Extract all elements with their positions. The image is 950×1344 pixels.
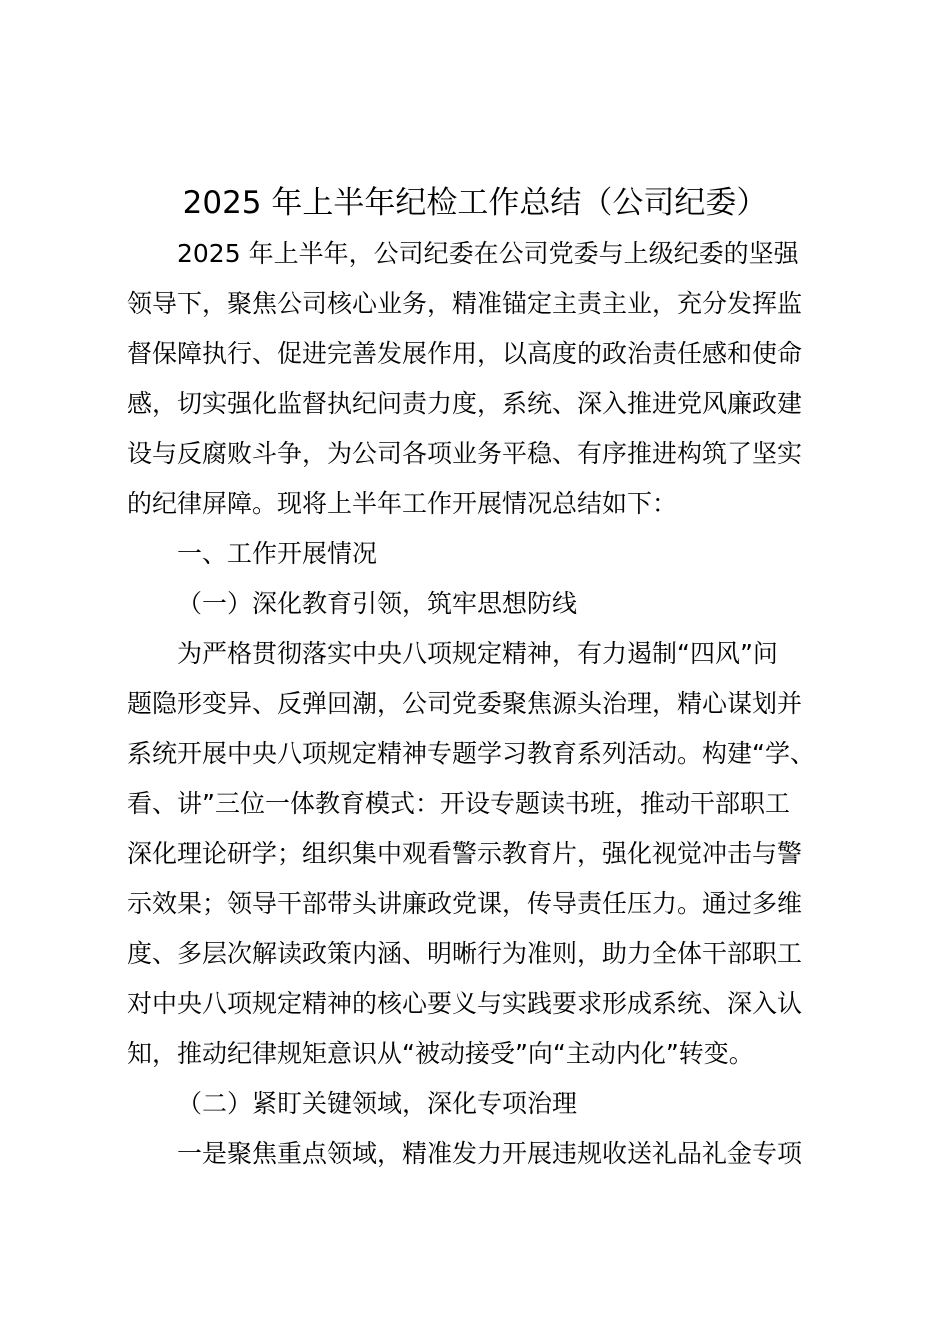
- paragraph-line: 设与反腐败斗争，为公司各项业务平稳、有序推进构筑了坚实: [127, 439, 803, 468]
- paragraph-line: 一是聚焦重点领域，精准发力开展违规收送礼品礼金专项: [177, 1139, 803, 1168]
- paragraph-line: 感，切实强化监督执纪问责力度，系统、深入推进党风廉政建: [127, 389, 803, 418]
- section-heading: 一、工作开展情况: [177, 539, 378, 568]
- paragraph-line: 看、讲”三位一体教育模式：开设专题读书班，推动干部职工: [127, 789, 790, 818]
- paragraph-line: 对中央八项规定精神的核心要义与实践要求形成系统、深入认: [127, 989, 803, 1018]
- paragraph-line: 为严格贯彻落实中央八项规定精神，有力遏制“四风”问: [177, 639, 778, 668]
- subsection-heading: （二）紧盯关键领域，深化专项治理: [177, 1089, 578, 1118]
- paragraph-line: 系统开展中央八项规定精神专题学习教育系列活动。构建“学、: [127, 739, 815, 768]
- paragraph-line: 知，推动纪律规矩意识从“被动接受”向“主动内化”转变。: [127, 1039, 754, 1068]
- paragraph-line: 题隐形变异、反弹回潮，公司党委聚焦源头治理，精心谋划并: [127, 689, 803, 718]
- subsection-heading: （一）深化教育引领，筑牢思想防线: [177, 589, 578, 618]
- paragraph-line: 督保障执行、促进完善发展作用，以高度的政治责任感和使命: [127, 339, 803, 368]
- document-title: 2025 年上半年纪检工作总结（公司纪委）: [182, 185, 768, 221]
- paragraph-line: 度、多层次解读政策内涵、明晰行为准则，助力全体干部职工: [127, 939, 803, 968]
- paragraph-line: 的纪律屏障。现将上半年工作开展情况总结如下：: [127, 489, 678, 518]
- paragraph-line: 2025 年上半年，公司纪委在公司党委与上级纪委的坚强: [177, 239, 799, 268]
- paragraph-line: 深化理论研学；组织集中观看警示教育片，强化视觉冲击与警: [127, 839, 803, 868]
- paragraph-line: 示效果；领导干部带头讲廉政党课，传导责任压力。通过多维: [127, 889, 803, 918]
- paragraph-line: 领导下，聚焦公司核心业务，精准锚定主责主业，充分发挥监: [127, 289, 803, 318]
